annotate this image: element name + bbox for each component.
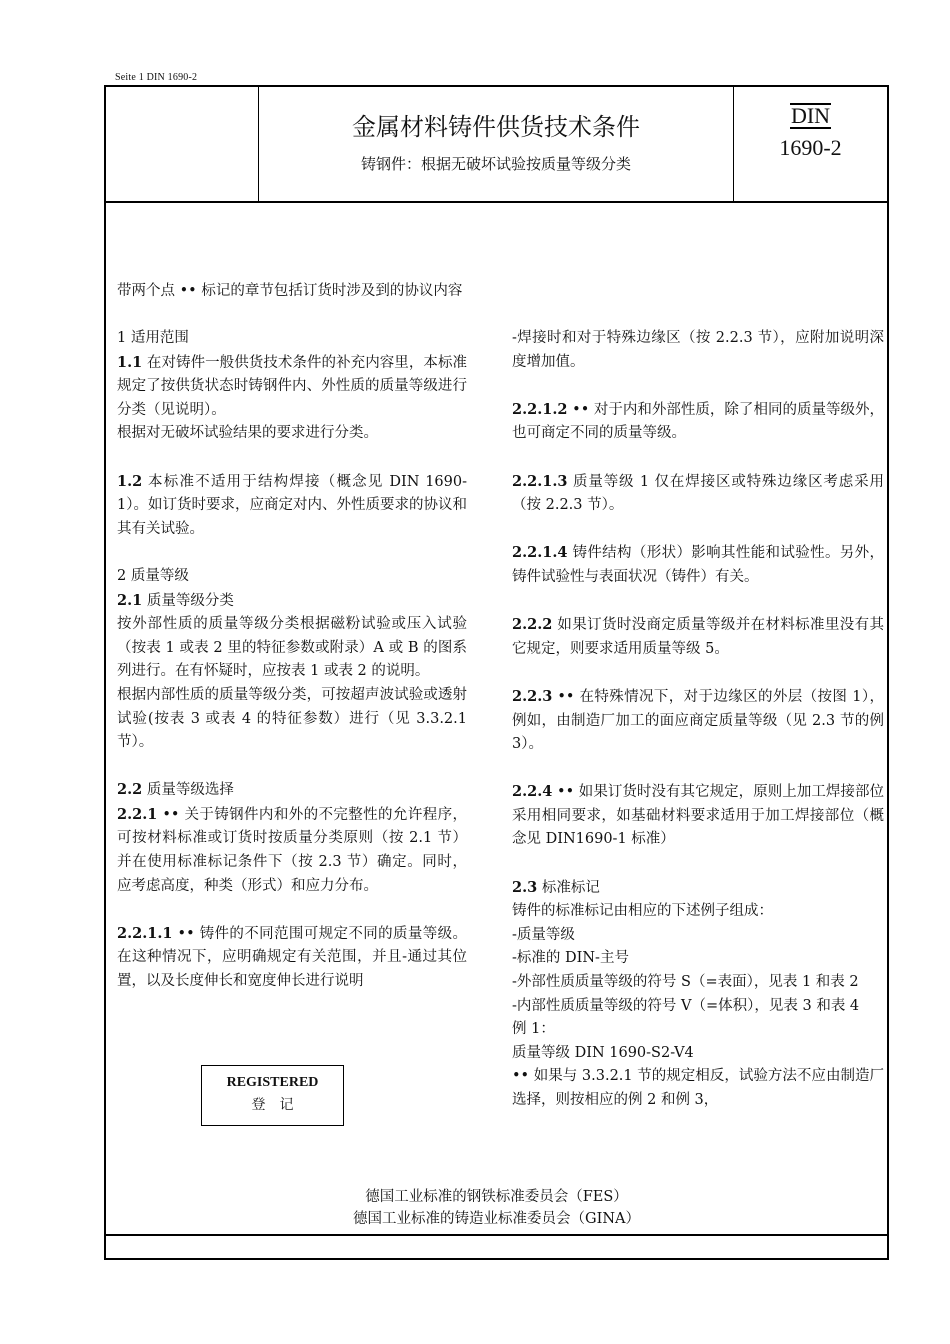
paragraph-text: 质量等级 bbox=[130, 567, 189, 584]
left-column bbox=[117, 327, 467, 994]
document-frame bbox=[104, 85, 889, 1260]
paragraph-text: 按外部性质的质量等级分类根据磁粉试验或压入试验（按表 1 或表 2 里的特征参数或附录）A 或 B 的图系列进行。在有怀疑时，应按表 1 或表 2 的说明。 bbox=[117, 616, 467, 680]
paragraph-text: -质量等级 bbox=[512, 926, 575, 943]
paragraph-text: •• 如果与 3.3.2.1 节的规定相反，试验方法不应由制造厂选择，则按相应的例 2 和例 3， bbox=[512, 1068, 884, 1108]
section-number: 2.2.3 bbox=[512, 687, 553, 705]
paragraph-text: 质量等级 1 仅在焊接区或特殊边缘区考虑采用（按 2.2.3 节）。 bbox=[512, 473, 884, 514]
paragraph-gap bbox=[117, 755, 467, 779]
section-number: 1.1 bbox=[117, 353, 143, 371]
paragraph bbox=[117, 327, 467, 351]
footer-line-1: 德国工业标准的钢铁标准委员会（FES） bbox=[365, 1189, 628, 1205]
paragraph-text: -标准的 DIN-主号 bbox=[512, 950, 629, 967]
paragraph-gap bbox=[512, 374, 884, 398]
paragraph-gap bbox=[117, 446, 467, 470]
paragraph bbox=[512, 470, 884, 518]
section-number: 2.2.1.3 bbox=[512, 472, 568, 490]
section-number: 2.1 bbox=[117, 591, 143, 609]
paragraph-text: -外部性质质量等级的符号 S（=表面），见表 1 和表 2 bbox=[512, 974, 859, 991]
paragraph bbox=[512, 1018, 884, 1042]
section-number: 2.2.1.4 bbox=[512, 544, 568, 562]
section-number: 2.2.1 bbox=[117, 805, 158, 823]
paragraph bbox=[117, 589, 467, 614]
paragraph-gap bbox=[512, 757, 884, 781]
paragraph-gap bbox=[512, 661, 884, 685]
stamp-english: REGISTERED bbox=[226, 1075, 319, 1090]
paragraph-text: 质量等级 DIN 1690-S2-V4 bbox=[512, 1044, 694, 1061]
paragraph bbox=[512, 971, 884, 995]
paragraph bbox=[512, 924, 884, 948]
section-number: 2.2.2 bbox=[512, 616, 553, 634]
paragraph bbox=[512, 1065, 884, 1112]
footer bbox=[106, 1186, 887, 1230]
section-number: 2.2.1.2 bbox=[512, 400, 568, 418]
document-subtitle: 铸钢件：根据无破坏试验按质量等级分类 bbox=[360, 155, 631, 173]
section-number: 1 bbox=[117, 330, 127, 346]
din-label: DIN bbox=[790, 103, 831, 128]
paragraph bbox=[512, 780, 884, 852]
din-number: 1690-2 bbox=[779, 135, 842, 160]
header-left-cell bbox=[106, 87, 259, 201]
paragraph-text: •• 铸件的不同范围可规定不同的质量等级。在这种情况下，应明确规定有关范围，并且-通过其位置，以及长度伸长和宽度伸长进行说明 bbox=[117, 925, 468, 990]
intro-note: 带两个点 •• 标记的章节包括订货时涉及到的协议内容 bbox=[117, 283, 463, 299]
paragraph-text: 如果订货时没商定质量等级并在材料标准里没有其它规定，则要求适用质量等级 5。 bbox=[512, 617, 885, 657]
paragraph-gap bbox=[512, 518, 884, 542]
paragraph bbox=[512, 541, 884, 589]
paragraph bbox=[512, 613, 884, 661]
paragraph-gap bbox=[117, 898, 467, 922]
paragraph-gap bbox=[512, 852, 884, 876]
paragraph-text: •• 在特殊情况下，对于边缘区的外层（按图 1），例如，由制造厂加工的面应商定质量等级（见 2.3 节的例 3）。 bbox=[512, 688, 884, 753]
section-number: 2.2.4 bbox=[512, 783, 553, 801]
paragraph-text: 例 1： bbox=[512, 1021, 555, 1038]
paragraph-text: -内部性质质量等级的符号 V（=体积），见表 3 和表 4 bbox=[512, 997, 860, 1014]
page-label: Seite 1 DIN 1690-2 bbox=[115, 72, 198, 83]
paragraph-text: 质量等级选择 bbox=[146, 782, 234, 799]
section-number: 1.2 bbox=[117, 472, 143, 490]
paragraph bbox=[512, 995, 884, 1019]
section-number: 2.2.1.1 bbox=[117, 924, 173, 942]
paragraph-gap bbox=[117, 541, 467, 565]
paragraph-text: 本标准不适用于结构焊接（概念见 DIN 1690-1）。如订货时要求，应商定对内、外性质要求的协议和其有关试验。 bbox=[117, 473, 467, 537]
paragraph bbox=[117, 684, 467, 755]
paragraph-gap bbox=[512, 590, 884, 614]
right-column bbox=[512, 327, 884, 1113]
paragraph bbox=[117, 922, 467, 994]
section-number: 2.2 bbox=[117, 781, 143, 799]
paragraph bbox=[117, 470, 467, 542]
paragraph bbox=[512, 947, 884, 971]
paragraph-text: 根据对无破坏试验结果的要求进行分类。 bbox=[117, 425, 378, 442]
paragraph bbox=[117, 351, 467, 423]
paragraph bbox=[117, 778, 467, 803]
paragraph-text: 铸件的标准标记由相应的下述例子组成： bbox=[512, 903, 773, 920]
paragraph bbox=[117, 565, 467, 589]
paragraph bbox=[512, 327, 884, 374]
paragraph bbox=[117, 422, 467, 446]
paragraph bbox=[512, 398, 884, 446]
paragraph bbox=[512, 1042, 884, 1066]
header-din-cell bbox=[734, 87, 887, 201]
section-number: 2 bbox=[117, 567, 127, 584]
paragraph-text: 适用范围 bbox=[130, 330, 189, 346]
paragraph bbox=[117, 803, 467, 898]
paragraph-text: 标准标记 bbox=[541, 879, 600, 896]
paragraph-text: 在对铸件一般供货技术条件的补充内容里，本标准规定了按供货状态时铸钢件内、外性质的质量等级进行分类（见说明）。 bbox=[117, 354, 468, 418]
paragraph-text: •• 如果订货时没有其它规定，原则上加工焊接部位采用相同要求，如基础材料要求适用于加工焊接部位（概念见 DIN1690-1 标准） bbox=[512, 784, 885, 848]
paragraph-text: 根据内部性质的质量等级分类，可按超声波试验或透射试验(按表 3 或表 4 的特征参数）进行（见 3.3.2.1 节）。 bbox=[117, 686, 467, 751]
paragraph bbox=[512, 900, 884, 924]
header bbox=[106, 87, 887, 203]
document-title: 金属材料铸件供货技术条件 bbox=[352, 113, 640, 141]
paragraph-gap bbox=[512, 446, 884, 470]
paragraph bbox=[117, 613, 467, 684]
header-title-cell bbox=[259, 87, 734, 201]
paragraph bbox=[512, 685, 884, 757]
footer-line-2: 德国工业标准的铸造业标准委员会（GINA） bbox=[353, 1211, 640, 1227]
section-number: 2.3 bbox=[512, 878, 538, 896]
paragraph-text: 铸件结构（形状）影响其性能和试验性。另外，铸件试验性与表面状况（铸件）有关。 bbox=[512, 545, 885, 585]
stamp-chinese: 登记 bbox=[251, 1097, 308, 1113]
paragraph bbox=[512, 876, 884, 901]
paragraph-text: •• 关于铸钢件内和外的不完整性的允许程序，可按材料标准或订货时按质量分类原则（按 2.1 节）并在使用标准标记条件下（按 2.3 节）确定。同时，应考虑高度，种类（形式）和应力分布。 bbox=[117, 806, 467, 894]
paragraph-text: 质量等级分类 bbox=[146, 592, 234, 609]
footer-divider bbox=[106, 1234, 887, 1236]
paragraph-text: •• 对于内和外部性质，除了相同的质量等级外，也可商定不同的质量等级。 bbox=[512, 401, 885, 442]
paragraph-text: -焊接时和对于特殊边缘区（按 2.2.3 节），应附加说明深度增加值。 bbox=[512, 330, 884, 370]
registered-stamp bbox=[201, 1065, 344, 1126]
